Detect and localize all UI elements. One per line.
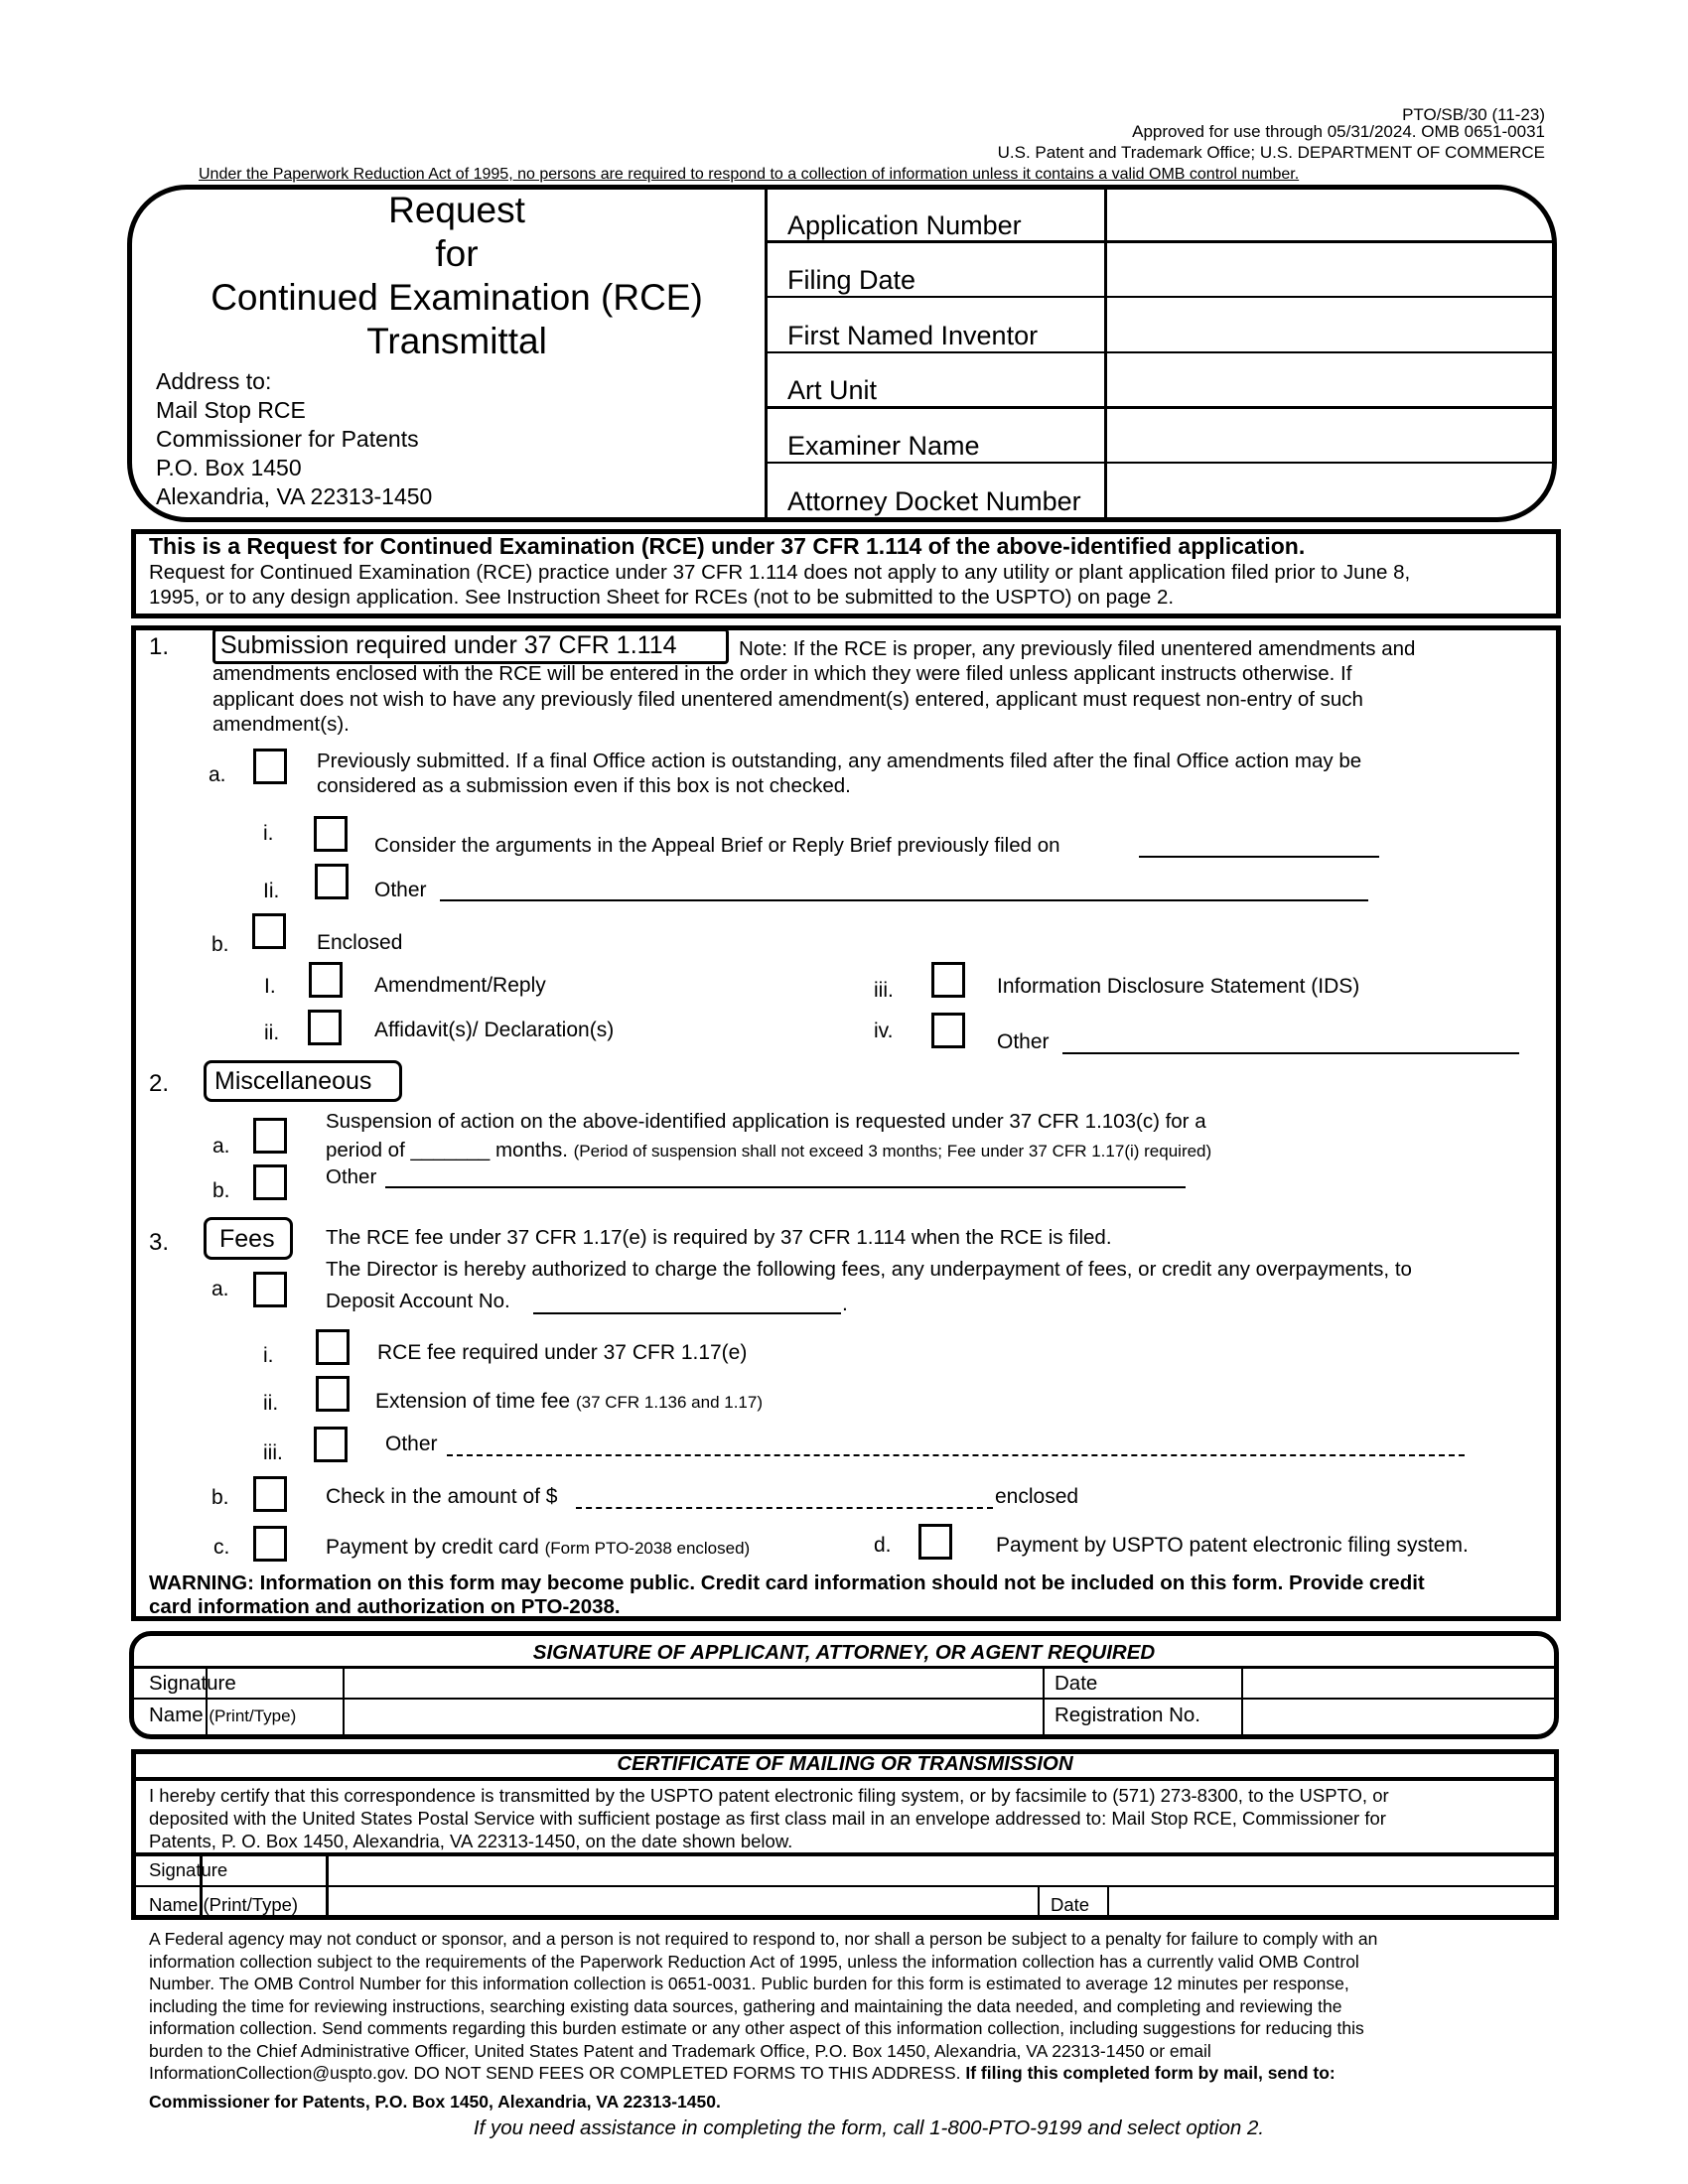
deposit-account-input[interactable] [533,1312,841,1314]
item-1b-letter: b. [211,933,229,956]
certificate-text-line2: deposited with the United States Postal Service with sufficient postage as first class mail in an envelope addressed to: Mail Stop RCE, Commissioner for [149,1808,1386,1829]
certificate-name-input[interactable] [331,1888,1036,1915]
item-1a-ii-other-input[interactable] [440,899,1368,901]
section3-number: 3. [149,1229,170,1256]
item-3a-iii-other-input[interactable] [447,1454,1465,1456]
applicant-date-input[interactable] [1246,1670,1544,1696]
section3-heading: Fees [219,1225,275,1253]
item-1b-iii-label: Information Disclosure Statement (IDS) [997,975,1360,998]
date-label: Date [1055,1672,1098,1695]
checkbox-3b-check[interactable] [253,1476,287,1512]
paperwork-notice: Under the Paperwork Reduction Act of 1995, no persons are required to respond to a collection of information unless it contains a valid OMB control number. [199,166,1300,183]
deposit-account-period: . [842,1293,848,1315]
grid-divider [1241,1668,1243,1735]
item-3a-i-num: i. [263,1344,274,1367]
first-named-inventor-input[interactable] [1110,299,1547,350]
agency-name: U.S. Patent and Trademark Office; U.S. DEPARTMENT OF COMMERCE [997,143,1545,162]
grid-divider [765,406,1554,409]
item-1b-iv-num: iv. [874,1020,894,1042]
checkbox-2a-suspension[interactable] [253,1118,287,1154]
name-label: Name (Print/Type) [149,1704,297,1726]
checkbox-3a-i-rce-fee[interactable] [316,1329,350,1365]
section2-heading: Miscellaneous [214,1067,372,1095]
examiner-name-input[interactable] [1110,410,1547,461]
item-1a-ii-label: Other [374,879,427,901]
item-1b-ii-label: Affidavit(s)/ Declaration(s) [374,1019,615,1041]
warning-line2: card information and authorization on PTO-2038. [149,1595,621,1618]
art-unit-input[interactable] [1110,354,1547,405]
filing-date-label: Filing Date [787,265,916,295]
certificate-date-input[interactable] [1112,1888,1552,1915]
item-3a-text-line1: The Director is hereby authorized to charge the following fees, any underpayment of fees, or credit any overpayments, to [326,1258,1412,1281]
grid-divider [134,1852,1556,1856]
section1-note-line2: amendments enclosed with the RCE will be entered in the order in which they were filed unless applicant instructs otherwise. If [212,662,1352,685]
item-1b-iv-label: Other [997,1030,1050,1053]
item-3a-ii-label: Extension of time fee (37 CFR 1.136 and 1.17) [375,1390,764,1413]
grid-divider [343,1668,345,1735]
item-2a-text-line2: period of _______ months. (Period of suspension shall not exceed 3 months; Fee under 37 CFR 1.17(i) required) [326,1139,1212,1161]
item-1b-label: Enclosed [317,931,403,954]
applicant-signature-input[interactable] [348,1670,1040,1696]
section1-heading: Submission required under 37 CFR 1.114 [220,631,677,659]
warning-line1: WARNING: Information on this form may become public. Credit card information should not be included on this form. Provide credit [149,1571,1425,1594]
certificate-text-line1: I hereby certify that this correspondence is transmitted by the USPTO patent electronic filing system, or by facsimile to (571) 273-8300, to the USPTO, or [149,1785,1389,1806]
grid-divider [326,1854,329,1916]
item-3a-letter: a. [211,1278,229,1300]
registration-number-label: Registration No. [1055,1704,1200,1726]
signature-block-title: SIGNATURE OF APPLICANT, ATTORNEY, OR AGENT REQUIRED [532,1641,1156,1664]
examiner-name-label: Examiner Name [787,431,980,461]
checkbox-1b-iii-ids[interactable] [931,962,965,998]
signature-label: Signature [149,1672,236,1695]
checkbox-1a-i-appeal-brief[interactable] [314,816,348,852]
item-1a-ii-num: Ii. [263,880,280,902]
application-number-input[interactable] [1110,192,1537,239]
certificate-name-label: Name (Print/Type) [149,1894,299,1915]
item-3b-label: Check in the amount of $ [326,1485,558,1508]
mailing-address: Address to: Mail Stop RCE Commissioner for Patents P.O. Box 1450 Alexandria, VA 22313-1450 [156,368,433,509]
item-1a-i-label: Consider the arguments in the Appeal Brief or Reply Brief previously filed on [374,834,1060,857]
grid-divider [1043,1668,1045,1735]
checkbox-2b-other[interactable] [253,1164,287,1200]
item-3a-iii-label: Other [385,1433,438,1455]
section1-note-line4: amendment(s). [212,713,350,736]
check-amount-input[interactable] [576,1507,993,1509]
checkbox-1b-iv-other[interactable] [931,1013,965,1048]
section3-intro: The RCE fee under 37 CFR 1.17(e) is required by 37 CFR 1.114 when the RCE is filed. [326,1226,1112,1249]
item-1b-ii-num: ii. [264,1022,280,1044]
item-1a-text-line2: considered as a submission even if this box is not checked. [317,774,851,797]
registration-number-input[interactable] [1246,1701,1544,1734]
assistance-note: If you need assistance in completing the form, call 1-800-PTO-9199 and select option 2. [473,2116,1265,2139]
item-1b-iv-other-input[interactable] [1062,1052,1519,1054]
item-1b-i-label: Amendment/Reply [374,974,546,997]
checkbox-3a-ii-extension-fee[interactable] [316,1376,350,1412]
section1-note-line3: applicant does not wish to have any previously filed unentered amendment(s) entered, applicant must request non-entry of such [212,688,1363,711]
checkbox-3d-efs-payment[interactable] [918,1524,952,1560]
attorney-docket-number-input[interactable] [1110,465,1527,514]
checkbox-1b-ii-affidavits[interactable] [308,1010,342,1045]
form-id: PTO/SB/30 (11-23) [1402,105,1545,124]
item-1a-i-num: i. [263,822,274,845]
item-3a-ii-num: ii. [263,1392,279,1415]
item-3b-letter: b. [211,1486,229,1509]
rce-intro-line2: 1995, or to any design application. See Instruction Sheet for RCEs (not to be submitted to the USPTO) on page 2. [149,586,1175,609]
section2-number: 2. [149,1070,170,1097]
grid-divider [132,1698,1556,1700]
item-3c-label: Payment by credit card (Form PTO-2038 enclosed) [326,1536,751,1559]
item-2a-letter: a. [212,1135,230,1158]
certificate-date-label: Date [1051,1894,1090,1915]
grid-divider [1038,1886,1040,1916]
item-3b-suffix: enclosed [995,1485,1079,1508]
item-3d-letter: d. [874,1534,892,1557]
item-3a-iii-num: iii. [263,1441,283,1464]
grid-divider [765,296,1554,298]
item-1a-text-line1: Previously submitted. If a final Office action is outstanding, any amendments filed after the final Office action may be [317,750,1362,772]
certificate-signature-label: Signature [149,1859,228,1880]
first-named-inventor-label: First Named Inventor [787,321,1039,350]
item-2b-label: Other [326,1165,377,1188]
checkbox-1b-i-amendment-reply[interactable] [309,962,343,998]
grid-divider [1104,189,1107,519]
checkbox-3a-deposit-account[interactable] [253,1272,287,1307]
burden-statement: A Federal agency may not conduct or sponsor, and a person is not required to respond to, nor shall a person be subject to a penalty for failure to comply with an information collection subject to the requirements of the Paperwork Reduction Act of 1995, unless the information collection has a currently valid OMB Control Number. The OMB Control Number for this information collection is 0651-0031. Public burden for this form is estimated to average 12 minutes per response, including the time for reviewing instructions, searching existing data sources, gathering and maintaining the data needed, and completing and reviewing the information collection. Send comments regarding this burden estimate or any other aspect of this information collection, including suggestions for reducing this burden to the Chief Administrative Officer, United States Patent and Trademark Office, P.O. Box 1450, Alexandria, VA 22313-1450 or email InformationCollection@uspto.gov. DO NOT SEND FEES OR COMPLETED FORMS TO THIS ADDRESS. If filing this completed form by mail, send to: Commissioner for Patents, P.O. Box 1450, Alexandria, VA 22313-1450. [149,1929,1378,2112]
grid-divider [134,1885,1556,1887]
approval-notice: Approved for use through 05/31/2024. OMB 0651-0031 [1132,122,1545,141]
filing-date-input[interactable] [1110,244,1547,294]
item-3d-label: Payment by USPTO patent electronic filing system. [996,1534,1469,1557]
checkbox-1a-ii-other[interactable] [315,864,349,899]
item-1a-letter: a. [209,763,226,786]
item-2a-text-line1: Suspension of action on the above-identified application is requested under 37 CFR 1.103(c) for a [326,1110,1206,1133]
certificate-signature-input[interactable] [331,1857,1552,1884]
grid-divider [765,462,1554,464]
rce-intro-heading: This is a Request for Continued Examination (RCE) under 37 CFR 1.114 of the above-identified application. [149,533,1306,559]
checkbox-3a-iii-other[interactable] [314,1427,348,1462]
grid-divider [765,189,768,519]
certificate-title: CERTIFICATE OF MAILING OR TRANSMISSION [617,1752,1073,1775]
application-number-label: Application Number [787,210,1022,240]
checkbox-1a-previously-submitted[interactable] [253,749,287,784]
item-2b-other-input[interactable] [385,1186,1186,1188]
art-unit-label: Art Unit [787,375,878,405]
grid-divider [134,1777,1556,1781]
grid-divider [1107,1886,1109,1916]
checkbox-3c-credit-card[interactable] [253,1526,287,1562]
certificate-text-line3: Patents, P. O. Box 1450, Alexandria, VA 22313-1450, on the date shown below. [149,1831,793,1851]
item-3a-i-label: RCE fee required under 37 CFR 1.17(e) [377,1341,748,1364]
section1-note-line1: Note: If the RCE is proper, any previously filed unentered amendments and [739,637,1416,660]
item-3c-letter: c. [213,1536,230,1559]
item-1b-i-num: I. [264,975,276,998]
appeal-brief-date-input[interactable] [1139,856,1379,858]
applicant-name-input[interactable] [348,1701,1040,1734]
item-2b-letter: b. [212,1179,230,1202]
checkbox-1b-enclosed[interactable] [252,913,286,949]
grid-divider [765,351,1554,353]
grid-divider [132,1666,1556,1669]
form-title: Request for Continued Examination (RCE) Transmittal [211,190,703,361]
item-3a-text-line2: Deposit Account No. [326,1290,510,1312]
section1-number: 1. [149,633,170,660]
rce-intro-line1: Request for Continued Examination (RCE) practice under 37 CFR 1.114 does not apply to any utility or plant application filed prior to June 8, [149,561,1411,584]
item-1b-iii-num: iii. [874,979,894,1002]
attorney-docket-number-label: Attorney Docket Number [787,486,1081,516]
